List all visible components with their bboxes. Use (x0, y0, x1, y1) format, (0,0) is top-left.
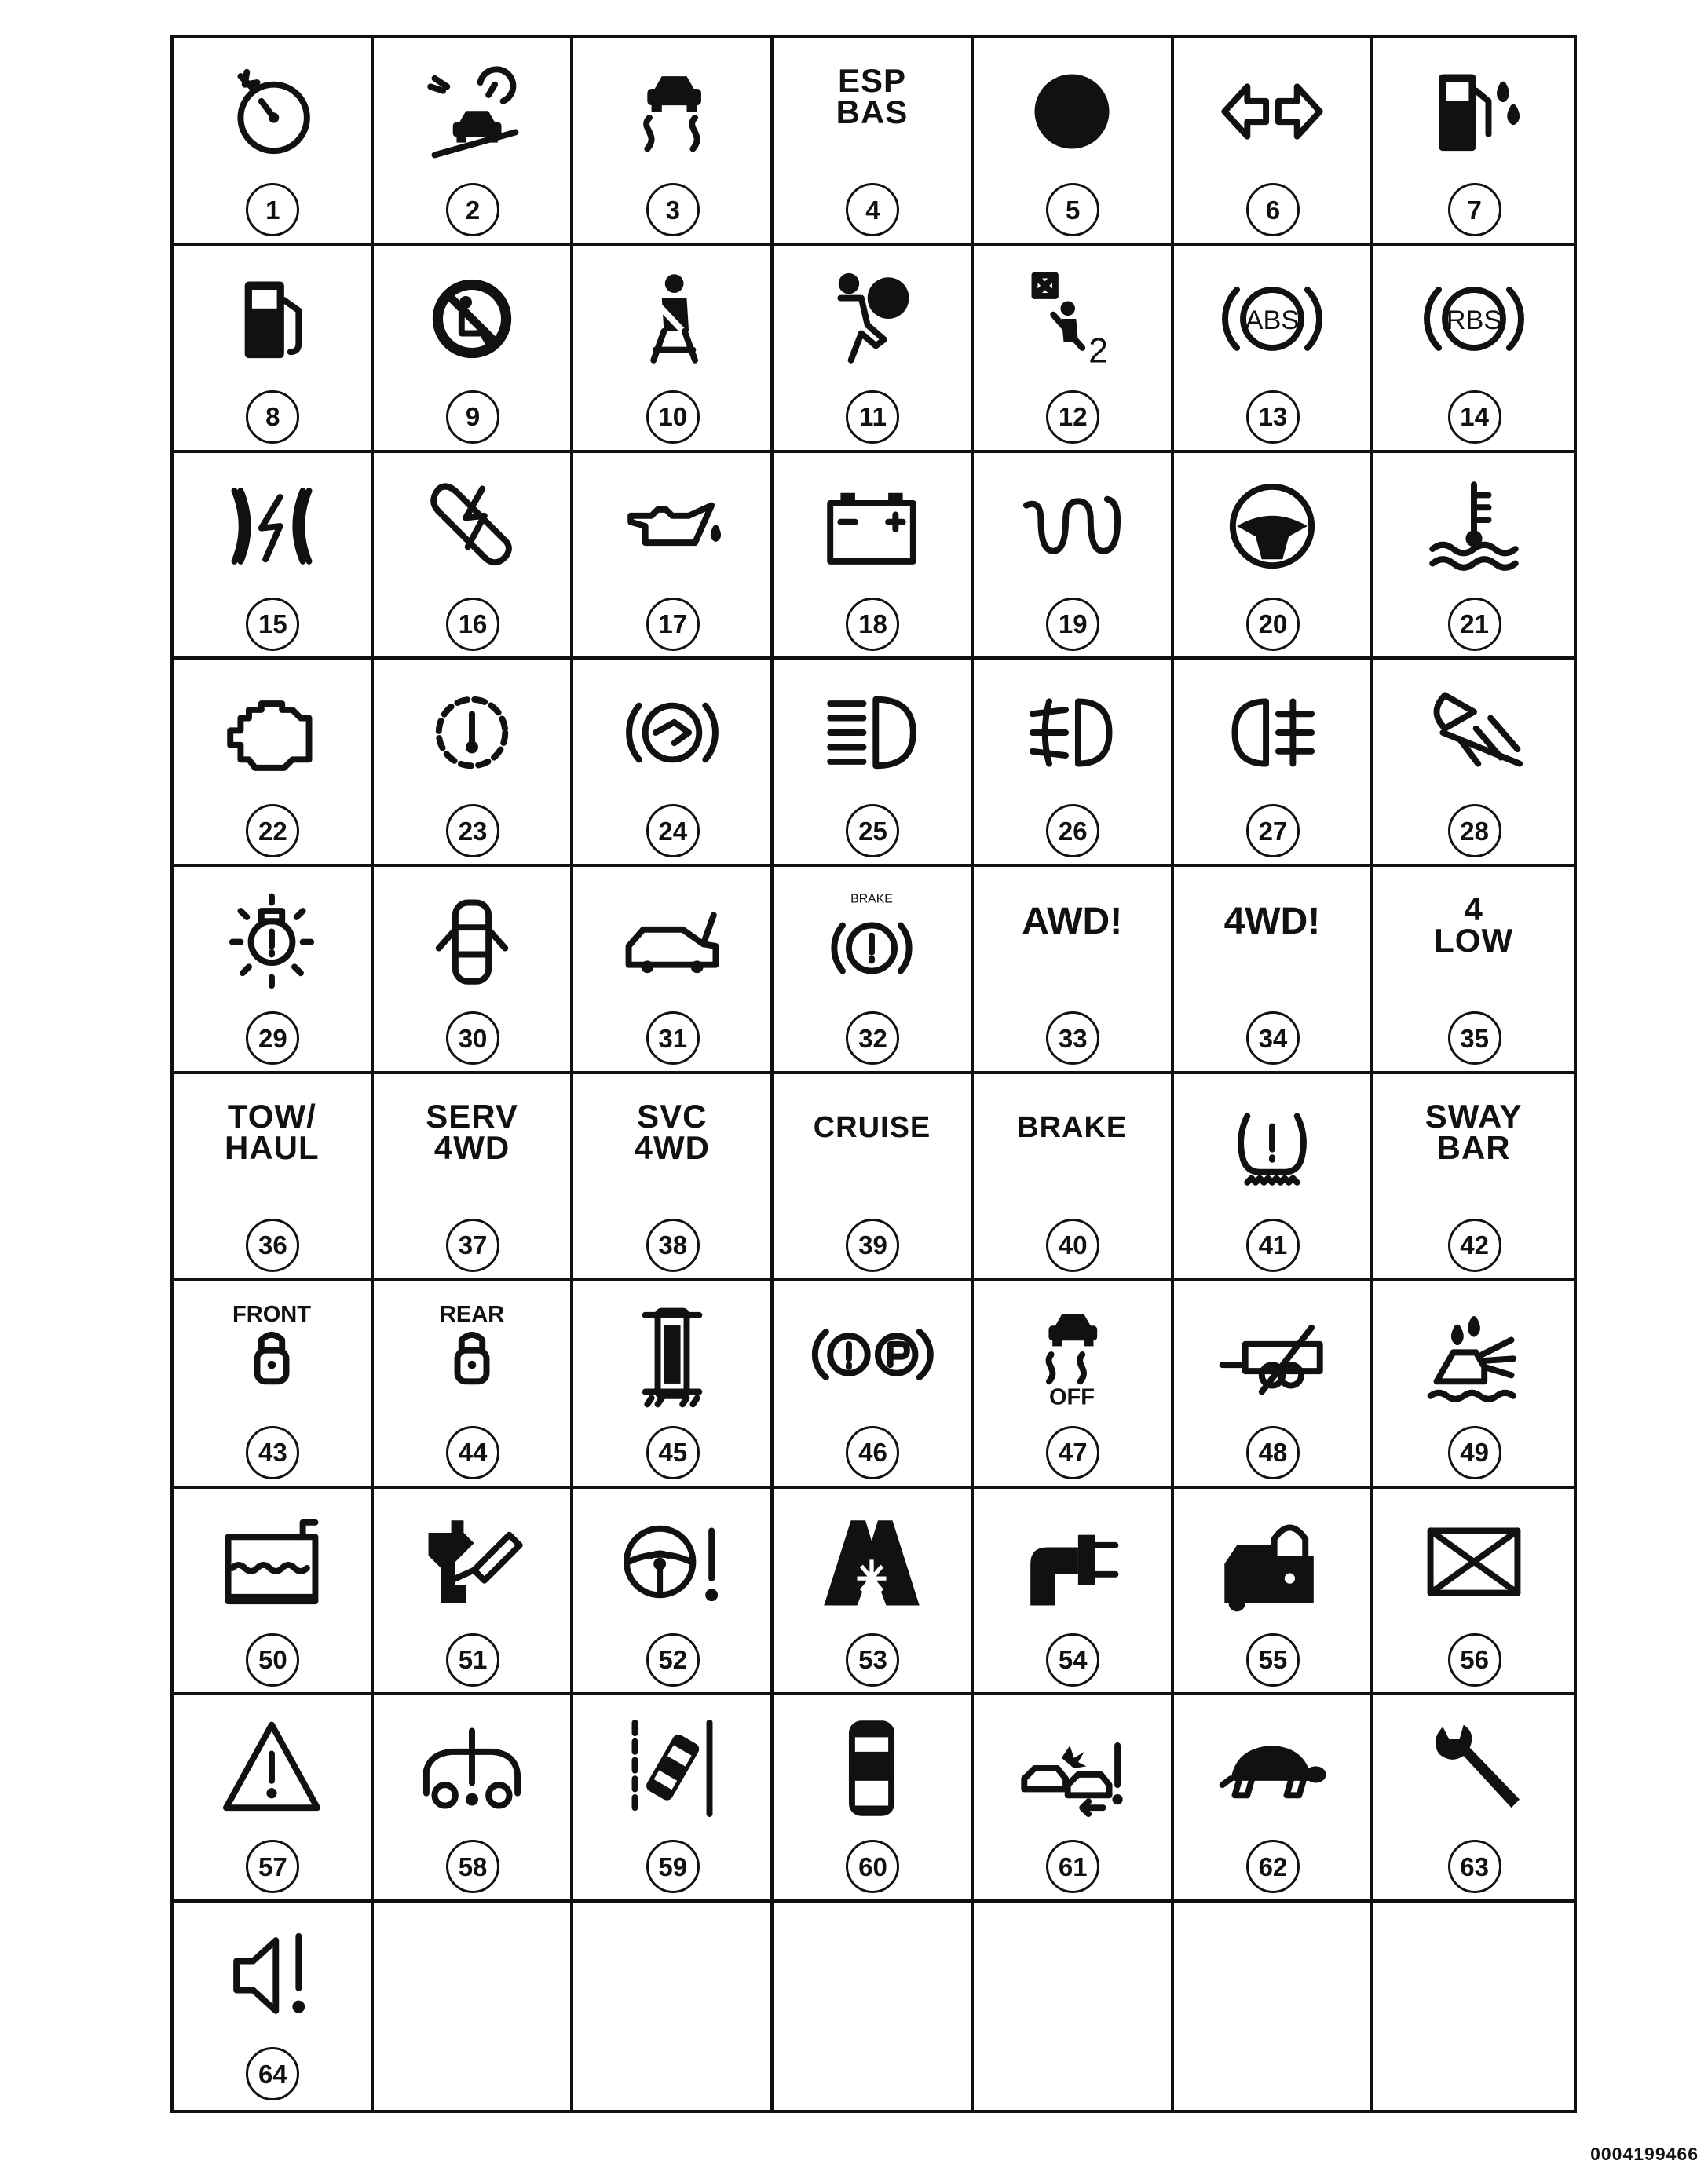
passenger-airbag-off-icon (374, 252, 571, 386)
indicator-number: 13 (1246, 390, 1300, 444)
indicator-number: 62 (1246, 1840, 1300, 1893)
indicator-cell (1373, 453, 1574, 660)
indicator-number: 34 (1246, 1011, 1300, 1065)
indicator-number: 36 (246, 1219, 299, 1272)
oil-pressure-icon (573, 459, 770, 593)
indicator-number: 43 (246, 1426, 299, 1479)
speaker-warning-icon (174, 1909, 371, 2042)
indicator-cell (374, 1695, 574, 1903)
indicator-number: 39 (846, 1219, 899, 1272)
indicator-label: ESP BAS (836, 62, 909, 130)
indicator-label: ABS (1245, 305, 1300, 335)
indicator-cell (1174, 38, 1374, 246)
electronic-throttle-icon (374, 459, 571, 593)
warning-triangle-icon (174, 1702, 371, 1835)
indicator-number: 9 (446, 390, 499, 444)
refuel-icon (374, 1495, 571, 1629)
liftgate-ajar-icon (573, 873, 770, 1007)
indicator-number: 20 (1246, 598, 1300, 651)
indicator-cell (374, 1074, 574, 1281)
indicator-cell (174, 1074, 374, 1281)
abs-icon (1174, 252, 1371, 386)
indicator-table (170, 35, 1577, 2113)
indicator-cell (774, 1281, 974, 1489)
indicator-cell (1174, 1489, 1374, 1696)
indicator-number: 25 (846, 804, 899, 857)
indicator-number: 27 (1246, 804, 1300, 857)
hill-descent-icon (374, 45, 571, 178)
indicator-number: 44 (446, 1426, 499, 1479)
indicator-number: 2 (446, 183, 499, 236)
indicator-cell (1373, 1074, 1574, 1281)
indicator-number: 10 (646, 390, 700, 444)
indicator-number: 19 (1046, 598, 1099, 651)
indicator-cell (573, 1281, 774, 1489)
svg-text:2: 2 (1088, 330, 1109, 371)
indicator-number: 8 (246, 390, 299, 444)
indicator-cell (174, 246, 374, 453)
indicator-cell (974, 660, 1174, 867)
indicator-number: 4 (846, 183, 899, 236)
steering-wheel-icon (1174, 459, 1371, 593)
indicator-cell (374, 453, 574, 660)
indicator-cell (774, 246, 974, 453)
indicator-cell (1174, 246, 1374, 453)
indicator-cell (1373, 1281, 1574, 1489)
indicator-cell (974, 867, 1174, 1074)
indicator-number: 59 (646, 1840, 700, 1893)
empty-cell (573, 1903, 774, 2110)
water-in-fuel-icon (1373, 45, 1574, 178)
indicator-cell (1174, 1281, 1374, 1489)
indicator-cell (374, 246, 574, 453)
envelope-icon (1373, 1495, 1574, 1629)
indicator-cell (1373, 246, 1574, 453)
indicator-number: 41 (1246, 1219, 1300, 1272)
indicator-number: 18 (846, 598, 899, 651)
indicator-number: 64 (246, 2047, 299, 2100)
trailer-disconnect-icon (1174, 1288, 1371, 1421)
indicator-cell (374, 867, 574, 1074)
indicator-number: 48 (1246, 1426, 1300, 1479)
tire-pressure-icon (1174, 1080, 1371, 1214)
indicator-cell (1174, 660, 1374, 867)
empty-cell (774, 1903, 974, 2110)
indicator-cell (1174, 1695, 1374, 1903)
indicator-cell (573, 38, 774, 246)
indicator-label: 4 LOW (1434, 890, 1514, 960)
indicator-cell (974, 38, 1174, 246)
rear-fog-light-icon (1174, 666, 1371, 799)
indicator-cell (573, 453, 774, 660)
indicator-number: 31 (646, 1011, 700, 1065)
empty-cell (974, 1903, 1174, 2110)
indicator-number: 40 (1046, 1219, 1099, 1272)
indicator-cell (774, 1489, 974, 1696)
indicator-number: 60 (846, 1840, 899, 1893)
seatbelt-row2-icon (974, 252, 1171, 386)
indicator-cell (174, 660, 374, 867)
indicator-cell (974, 1695, 1174, 1903)
fuel-pump-icon (174, 252, 371, 386)
high-beam-icon (1373, 666, 1574, 799)
indicator-number: 38 (646, 1219, 700, 1272)
indicator-number: 42 (1448, 1219, 1501, 1272)
indicator-number: 3 (646, 183, 700, 236)
front-fog-light-icon (974, 666, 1171, 799)
indicator-cell (374, 1489, 574, 1696)
traction-control-icon (573, 45, 770, 178)
indicator-cell (174, 1281, 374, 1489)
indicator-cell (1373, 1489, 1574, 1696)
wrench-icon (1373, 1702, 1574, 1835)
indicator-cell (174, 1903, 374, 2110)
indicator-number: 12 (1046, 390, 1099, 444)
turtle-icon (1174, 1702, 1371, 1835)
front-axle-lock-icon (174, 1288, 371, 1421)
indicator-number: 24 (646, 804, 700, 857)
indicator-label: BRAKE (1017, 1110, 1128, 1144)
indicator-number: 21 (1448, 598, 1501, 651)
indicator-cell (573, 660, 774, 867)
indicator-cell (1373, 1695, 1574, 1903)
indicator-cell (174, 1695, 374, 1903)
vehicle-warning-icon (374, 1702, 571, 1835)
indicator-number: 53 (846, 1633, 899, 1687)
indicator-cell (774, 660, 974, 867)
indicator-number: 5 (1046, 183, 1099, 236)
brake-warning-icon (774, 873, 971, 1007)
indicator-cell (1174, 1074, 1374, 1281)
indicator-number: 22 (246, 804, 299, 857)
indicator-label: RBS (1446, 305, 1501, 335)
indicator-cell (174, 867, 374, 1074)
indicator-cell (573, 246, 774, 453)
indicator-cell (1373, 867, 1574, 1074)
plug-icon (974, 1495, 1171, 1629)
indicator-label: OFF (1049, 1384, 1095, 1410)
indicator-cell (174, 1489, 374, 1696)
indicator-label: REAR (439, 1301, 505, 1327)
forward-collision-icon (974, 1702, 1171, 1835)
park-assist-icon (774, 1702, 971, 1835)
door-ajar-icon (374, 873, 571, 1007)
indicator-number: 47 (1046, 1426, 1099, 1479)
indicator-cell (974, 1489, 1174, 1696)
indicator-cell (774, 1695, 974, 1903)
indicator-number: 49 (1448, 1426, 1501, 1479)
indicator-cell (1373, 38, 1574, 246)
rear-axle-lock-icon (374, 1288, 571, 1421)
indicator-label: SERV 4WD (426, 1097, 518, 1166)
indicator-number: 56 (1448, 1633, 1501, 1687)
indicator-number: 51 (446, 1633, 499, 1687)
indicator-cell (974, 1281, 1174, 1489)
electronic-brake-icon (174, 459, 371, 593)
indicator-number: 55 (1246, 1633, 1300, 1687)
indicator-number: 23 (446, 804, 499, 857)
indicator-cell (573, 1489, 774, 1696)
indicator-cell (573, 867, 774, 1074)
empty-cell (374, 1903, 574, 2110)
turn-signal-arrows-icon (1174, 45, 1371, 178)
indicator-cell (974, 1074, 1174, 1281)
indicator-number: 7 (1448, 183, 1501, 236)
low-beam-icon (774, 666, 971, 799)
indicator-cell (374, 660, 574, 867)
indicator-number: 28 (1448, 804, 1501, 857)
rear-axle-lock-car-icon (573, 1288, 770, 1421)
park-brake-icon (774, 1288, 971, 1421)
indicator-number: 57 (246, 1840, 299, 1893)
indicator-cell (374, 1281, 574, 1489)
indicator-label: AWD! (1022, 901, 1123, 943)
indicator-number: 63 (1448, 1840, 1501, 1893)
indicator-cell (974, 453, 1174, 660)
indicator-number: 50 (246, 1633, 299, 1687)
indicator-number: 33 (1046, 1011, 1099, 1065)
indicator-number: 30 (446, 1011, 499, 1065)
indicator-number: 26 (1046, 804, 1099, 857)
icy-road-icon (774, 1495, 971, 1629)
battery-icon (774, 459, 971, 593)
esc-off-icon (974, 1288, 1171, 1421)
indicator-cell (774, 453, 974, 660)
check-engine-icon (174, 666, 371, 799)
indicator-cell (1373, 660, 1574, 867)
indicator-label: BRAKE (850, 892, 894, 906)
indicator-number: 14 (1448, 390, 1501, 444)
indicator-number: 37 (446, 1219, 499, 1272)
indicator-cell (974, 246, 1174, 453)
indicator-number: 32 (846, 1011, 899, 1065)
empty-cell (1373, 1903, 1574, 2110)
indicator-cell (174, 38, 374, 246)
indicator-number: 45 (646, 1426, 700, 1479)
indicator-number: 15 (246, 598, 299, 651)
indicator-label: SWAY BAR (1425, 1097, 1523, 1166)
lane-departure-icon (573, 1702, 770, 1835)
indicator-number: 1 (246, 183, 299, 236)
indicator-number: 54 (1046, 1633, 1099, 1687)
seatbelt-icon (573, 252, 770, 386)
indicator-cell (573, 1074, 774, 1281)
speedometer-icon (174, 45, 371, 178)
indicator-label: CRUISE (813, 1110, 931, 1144)
indicator-number: 16 (446, 598, 499, 651)
indicator-label: TOW/ HAUL (225, 1097, 320, 1166)
washer-fluid-icon (1373, 1288, 1574, 1421)
steering-warning-icon (573, 1495, 770, 1629)
indicator-cell (1174, 867, 1374, 1074)
indicator-number: 61 (1046, 1840, 1099, 1893)
indicator-label: 4WD! (1223, 901, 1321, 943)
indicator-cell (174, 453, 374, 660)
indicator-cell (774, 867, 974, 1074)
solid-circle-icon (974, 45, 1171, 178)
rbs-icon (1373, 252, 1574, 386)
reference-code: 0004199466 (1590, 2144, 1699, 2164)
coolant-level-icon (174, 1495, 371, 1629)
indicator-cell (774, 38, 974, 246)
indicator-cell (774, 1074, 974, 1281)
indicator-number: 52 (646, 1633, 700, 1687)
vehicle-security-icon (1174, 1495, 1371, 1629)
indicator-number: 46 (846, 1426, 899, 1479)
indicator-cell (374, 38, 574, 246)
glow-plug-icon (974, 459, 1171, 593)
indicator-number: 11 (846, 390, 899, 444)
indicator-number: 6 (1246, 183, 1300, 236)
airbag-icon (774, 252, 971, 386)
indicator-number: 29 (246, 1011, 299, 1065)
indicator-cell (1174, 453, 1374, 660)
indicator-number: 17 (646, 598, 700, 651)
transmission-temperature-icon (374, 666, 571, 799)
coolant-temperature-icon (1373, 459, 1574, 593)
indicator-label: SVC 4WD (634, 1097, 710, 1166)
indicator-number: 35 (1448, 1011, 1501, 1065)
indicator-cell (573, 1695, 774, 1903)
indicator-number: 58 (446, 1840, 499, 1893)
indicator-label: FRONT (232, 1301, 312, 1327)
empty-cell (1174, 1903, 1374, 2110)
brake-pad-icon (573, 666, 770, 799)
bulb-failure-icon (174, 873, 371, 1007)
